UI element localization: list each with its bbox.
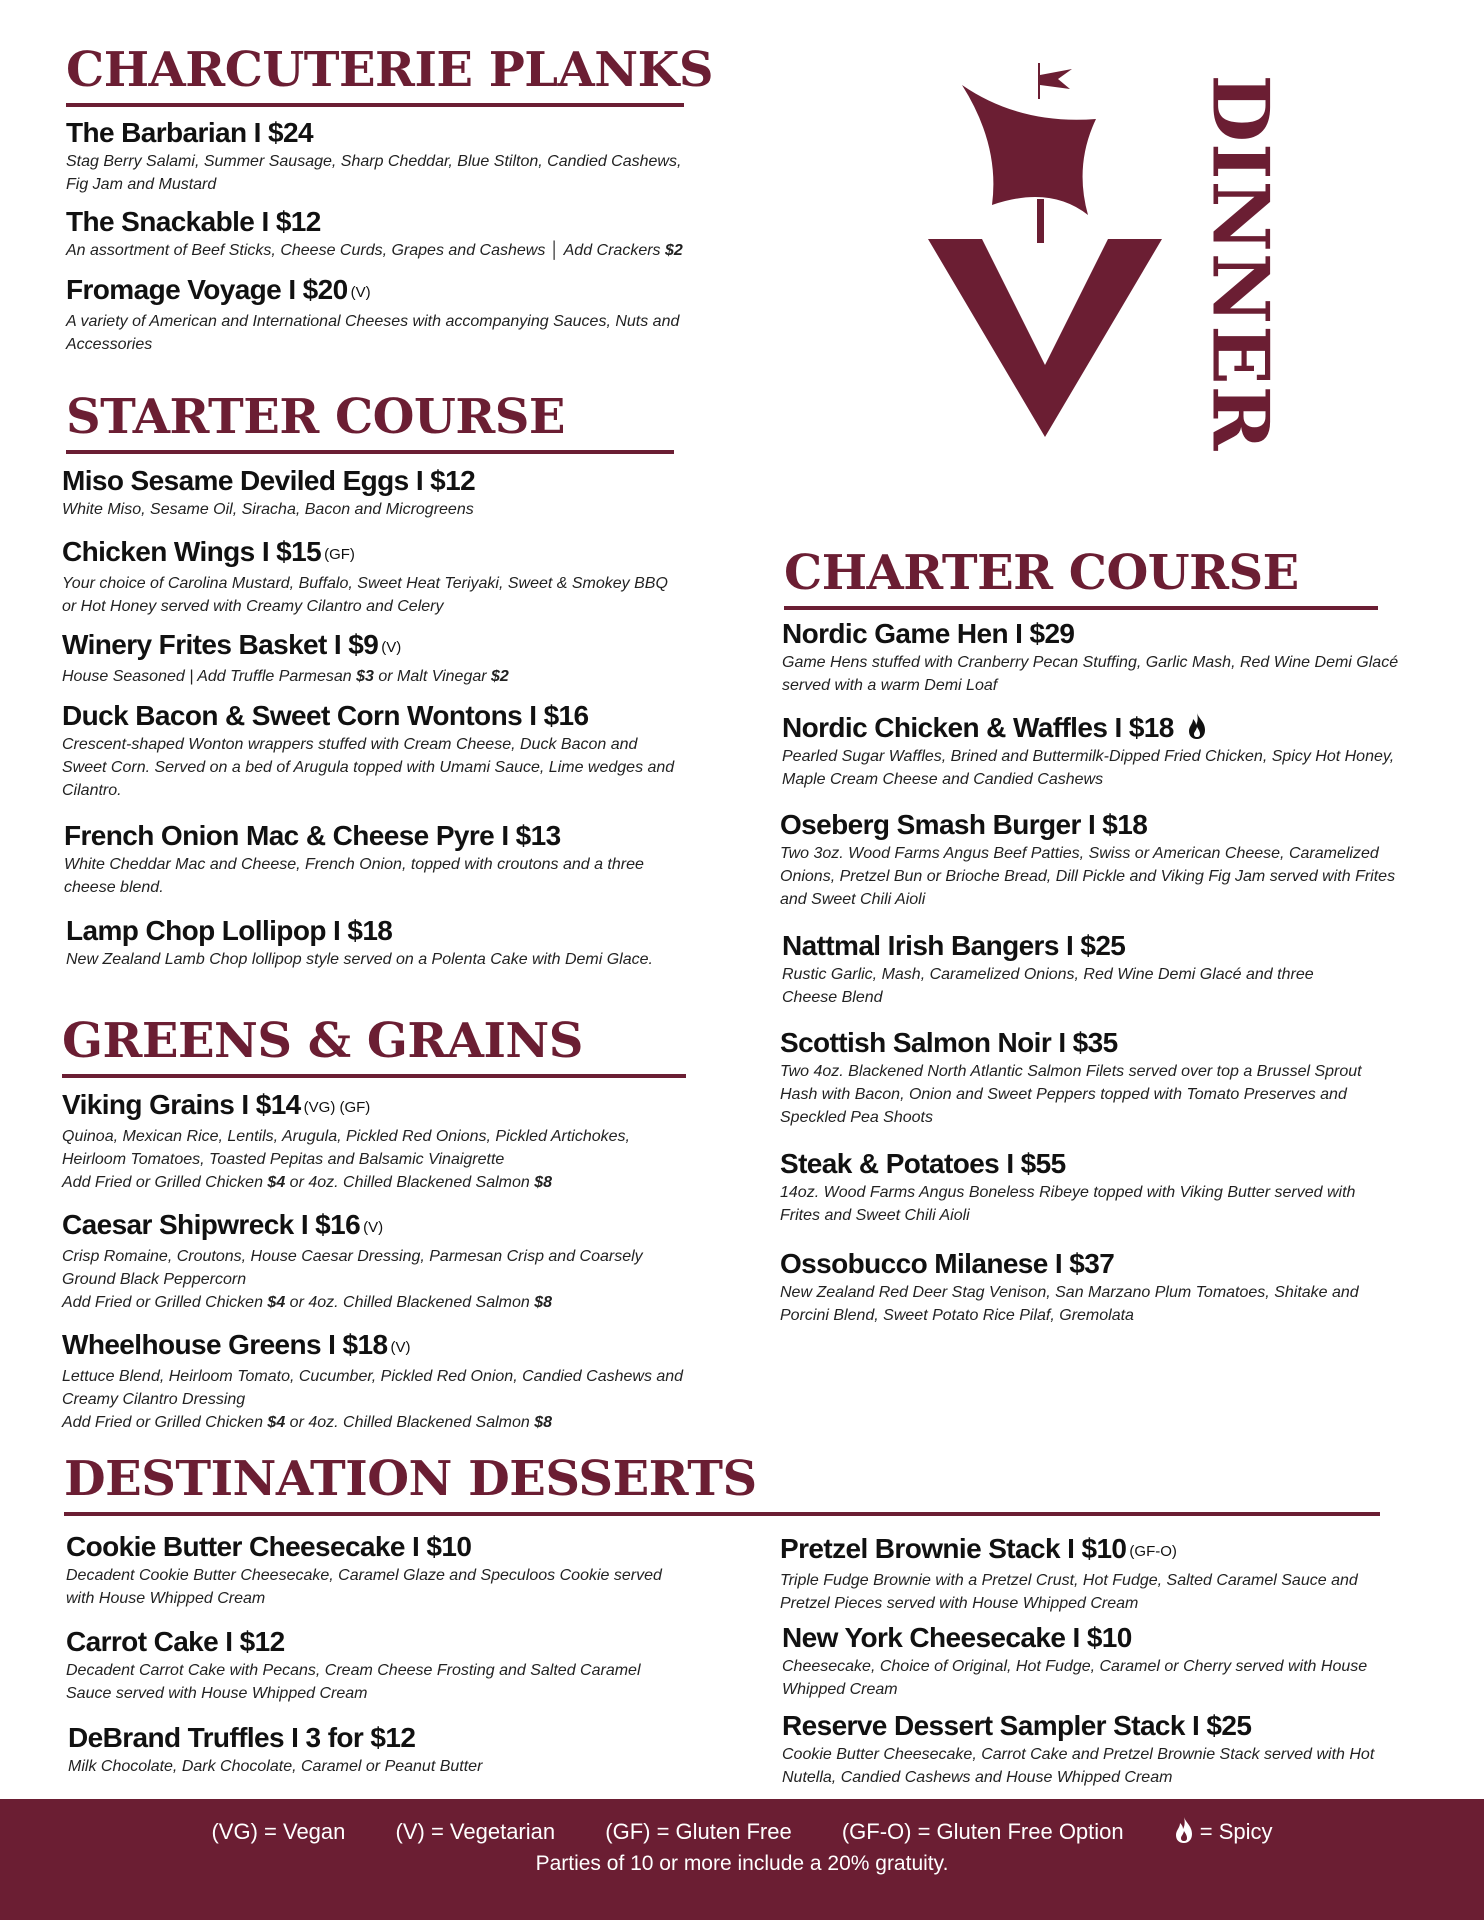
menu-item [782, 1710, 1422, 1789]
section-charter [784, 545, 1378, 610]
legend-gluten-free: (GF) = Gluten Free [605, 1819, 792, 1844]
menu-item [62, 1209, 682, 1314]
section-title: GREENS & GRAINS [62, 1013, 583, 1069]
item-name: Steak & Potatoes I $55 [780, 1148, 1066, 1179]
diet-tag: (GF) [324, 546, 355, 563]
item-desc: Rustic Garlic, Mash, Caramelized Onions, Red Wine Demi Glacé and three Cheese Blend [782, 966, 1314, 1006]
item-desc: Stag Berry Salami, Summer Sausage, Sharp Cheddar, Blue Stilton, Candied Cashews, Fig Jam and Mustard [66, 153, 682, 193]
item-desc: Cookie Butter Cheesecake, Carrot Cake and Pretzel Brownie Stack served with Hot Nutella, Candied Cashews and House Whipped Cream [782, 1746, 1375, 1786]
item-name: Miso Sesame Deviled Eggs I $12 [62, 465, 476, 496]
section-desserts [64, 1451, 1380, 1516]
item-name: The Snackable I $12 [66, 206, 321, 237]
section-title: DESTINATION DESSERTS [64, 1451, 757, 1507]
footer-banner [0, 1799, 1484, 1920]
menu-item [68, 1722, 688, 1778]
item-name: Winery Frites Basket I $9 (V) [62, 629, 402, 660]
item-name: Cookie Butter Cheesecake I $10 [66, 1531, 472, 1562]
item-desc: House Seasoned | Add Truffle Parmesan $3 or Malt Vinegar $2 [62, 668, 509, 685]
menu-item [62, 1329, 702, 1434]
item-name: Fromage Voyage I $20 (V) [66, 274, 371, 305]
section-title: CHARCUTERIE PLANKS [66, 42, 714, 98]
menu-item [66, 206, 726, 262]
section-rule [62, 1074, 686, 1078]
menu-item [62, 1089, 682, 1194]
item-desc: Decadent Cookie Butter Cheesecake, Caramel Glaze and Speculoos Cookie served with House Whipped Cream [66, 1567, 662, 1607]
item-name: Nordic Game Hen I $29 [782, 618, 1075, 649]
item-desc: Decadent Carrot Cake with Pecans, Cream Cheese Frosting and Salted Caramel Sauce served with House Whipped Cream [66, 1662, 641, 1702]
item-name: Scottish Salmon Noir I $35 [780, 1027, 1118, 1058]
menu-item [780, 1148, 1370, 1227]
section-rule [64, 1512, 1380, 1516]
menu-item [782, 930, 1372, 1009]
item-name: Duck Bacon & Sweet Corn Wontons I $16 [62, 700, 589, 731]
diet-tag: (V) [390, 1339, 411, 1356]
item-desc: 14oz. Wood Farms Angus Boneless Ribeye topped with Viking Butter served with Frites and Sweet Chili Aioli [780, 1184, 1356, 1224]
item-desc: Quinoa, Mexican Rice, Lentils, Arugula, Pickled Red Onions, Pickled Artichokes, Heirloom Tomatoes, Toasted Pepitas and Balsamic Vinaigrette [62, 1128, 630, 1168]
dinner-vertical-title: DINNER [1194, 74, 1286, 452]
item-name: Carrot Cake I $12 [66, 1626, 285, 1657]
section-greens [62, 1013, 686, 1078]
menu-item [66, 1531, 686, 1610]
item-addon: Add Fried or Grilled Chicken $4 or 4oz. Chilled Blackened Salmon $8 [62, 1174, 553, 1191]
diet-legend [0, 1816, 1484, 1845]
menu-item [62, 536, 682, 618]
gratuity-note: Parties of 10 or more include a 20% gratuity. [535, 1852, 949, 1875]
item-name: Pretzel Brownie Stack I $10 (GF-O) [780, 1533, 1177, 1564]
section-rule [66, 450, 674, 454]
section-starter [66, 389, 674, 454]
section-charcuterie [66, 42, 714, 107]
legend-vegan: (VG) = Vegan [211, 1819, 346, 1844]
item-desc: Cheesecake, Choice of Original, Hot Fudge, Caramel or Cherry served with House Whipped Cream [782, 1658, 1368, 1698]
menu-item [780, 1533, 1400, 1615]
logo [920, 55, 1170, 450]
item-desc: White Cheddar Mac and Cheese, French Onion, topped with croutons and a three cheese blend. [64, 856, 644, 896]
menu-item [62, 629, 702, 688]
viking-ship-v-logo-icon [920, 55, 1170, 445]
item-desc: Pearled Sugar Waffles, Brined and Buttermilk-Dipped Fried Chicken, Spicy Hot Honey, Maple Cream Cheese and Candied Cashews [782, 748, 1395, 788]
menu-item [64, 820, 684, 899]
section-title: CHARTER COURSE [784, 545, 1299, 601]
diet-tag: (VG) (GF) [303, 1099, 371, 1116]
flame-icon [1174, 1816, 1194, 1844]
diet-tag: (V) [350, 284, 371, 301]
item-desc: Lettuce Blend, Heirloom Tomato, Cucumber, Pickled Red Onion, Candied Cashews and Creamy Cilantro Dressing [62, 1368, 684, 1408]
menu-item [782, 712, 1402, 791]
item-name: Nattmal Irish Bangers I $25 [782, 930, 1126, 961]
legend-vegetarian: (V) = Vegetarian [395, 1819, 556, 1844]
item-name: Chicken Wings I $15 (GF) [62, 536, 355, 567]
item-name: Wheelhouse Greens I $18 (V) [62, 1329, 411, 1360]
item-desc: Two 3oz. Wood Farms Angus Beef Patties, Swiss or American Cheese, Caramelized Onions, Pretzel Bun or Brioche Bread, Dill Pickle and Viking Fig Jam served with Frites and Sweet Chili Aioli [780, 845, 1396, 908]
item-name: Ossobucco Milanese I $37 [780, 1248, 1115, 1279]
item-desc: Crisp Romaine, Croutons, House Caesar Dressing, Parmesan Crisp and Coarsely Ground Black Peppercorn [62, 1248, 643, 1288]
item-name: Nordic Chicken & Waffles I $18 [782, 712, 1402, 744]
section-rule [784, 606, 1378, 610]
item-name: Viking Grains I $14 (VG) (GF) [62, 1089, 371, 1120]
diet-tag: (V) [381, 639, 402, 656]
diet-tag: (V) [363, 1219, 384, 1236]
legend-spicy: = Spicy [1174, 1816, 1273, 1845]
item-desc: Triple Fudge Brownie with a Pretzel Crust, Hot Fudge, Salted Caramel Sauce and Pretzel Pieces served with House Whipped Cream [780, 1572, 1358, 1612]
item-desc: New Zealand Red Deer Stag Venison, San Marzano Plum Tomatoes, Shitake and Porcini Blend, Sweet Potato Rice Pilaf, Gremolata [780, 1284, 1359, 1324]
section-title: STARTER COURSE [66, 389, 565, 445]
item-name: Caesar Shipwreck I $16 (V) [62, 1209, 384, 1240]
menu-item [782, 1622, 1402, 1701]
item-name: The Barbarian I $24 [66, 117, 313, 148]
item-desc: Crescent-shaped Wonton wrappers stuffed with Cream Cheese, Duck Bacon and Sweet Corn. Served on a bed of Arugula topped with Umami Sauce, Lime wedges and Cilantro. [62, 736, 675, 799]
menu-item [62, 700, 682, 802]
item-name: Reserve Dessert Sampler Stack I $25 [782, 1710, 1252, 1741]
item-desc: Game Hens stuffed with Cranberry Pecan Stuffing, Garlic Mash, Red Wine Demi Glacé served with a warm Demi Loaf [782, 654, 1399, 694]
item-desc: New Zealand Lamb Chop lollipop style served on a Polenta Cake with Demi Glace. [66, 951, 653, 968]
item-name: Oseberg Smash Burger I $18 [780, 809, 1148, 840]
item-desc: White Miso, Sesame Oil, Siracha, Bacon and Microgreens [62, 501, 474, 518]
item-desc: Two 4oz. Blackened North Atlantic Salmon Filets served over top a Brussel Sprout Hash with Bacon, Onion and Sweet Peppers topped with Tomato Preserves and Speckled Pea Shoots [780, 1063, 1362, 1126]
menu-item [62, 465, 702, 521]
item-name: DeBrand Truffles I 3 for $12 [68, 1722, 416, 1753]
item-addon: Add Fried or Grilled Chicken $4 or 4oz. Chilled Blackened Salmon $8 [62, 1294, 553, 1311]
section-rule [66, 103, 684, 107]
diet-tag: (GF-O) [1129, 1543, 1177, 1560]
item-desc: An assortment of Beef Sticks, Cheese Curds, Grapes and Cashews │ Add Crackers $2 [66, 242, 683, 259]
item-name: French Onion Mac & Cheese Pyre I $13 [64, 820, 561, 851]
item-name: Lamp Chop Lollipop I $18 [66, 915, 393, 946]
menu-item [66, 274, 686, 356]
item-desc: A variety of American and International Cheeses with accompanying Sauces, Nuts and Accessories [66, 313, 680, 353]
legend-gluten-free-option: (GF-O) = Gluten Free Option [841, 1819, 1124, 1844]
menu-item [66, 1626, 686, 1705]
item-addon: Add Fried or Grilled Chicken $4 or 4oz. Chilled Blackened Salmon $8 [62, 1414, 553, 1431]
flame-icon [1187, 712, 1207, 740]
item-desc: Milk Chocolate, Dark Chocolate, Caramel or Peanut Butter [68, 1758, 483, 1775]
item-desc: Your choice of Carolina Mustard, Buffalo, Sweet Heat Teriyaki, Sweet & Smokey BBQ or Hot Honey served with Creamy Cilantro and Celery [62, 575, 668, 615]
menu-item [780, 1027, 1370, 1129]
menu-item [780, 809, 1400, 911]
menu-item [66, 915, 726, 971]
menu-item [782, 618, 1402, 697]
item-name: New York Cheesecake I $10 [782, 1622, 1132, 1653]
menu-item [780, 1248, 1370, 1327]
menu-item [66, 117, 686, 196]
